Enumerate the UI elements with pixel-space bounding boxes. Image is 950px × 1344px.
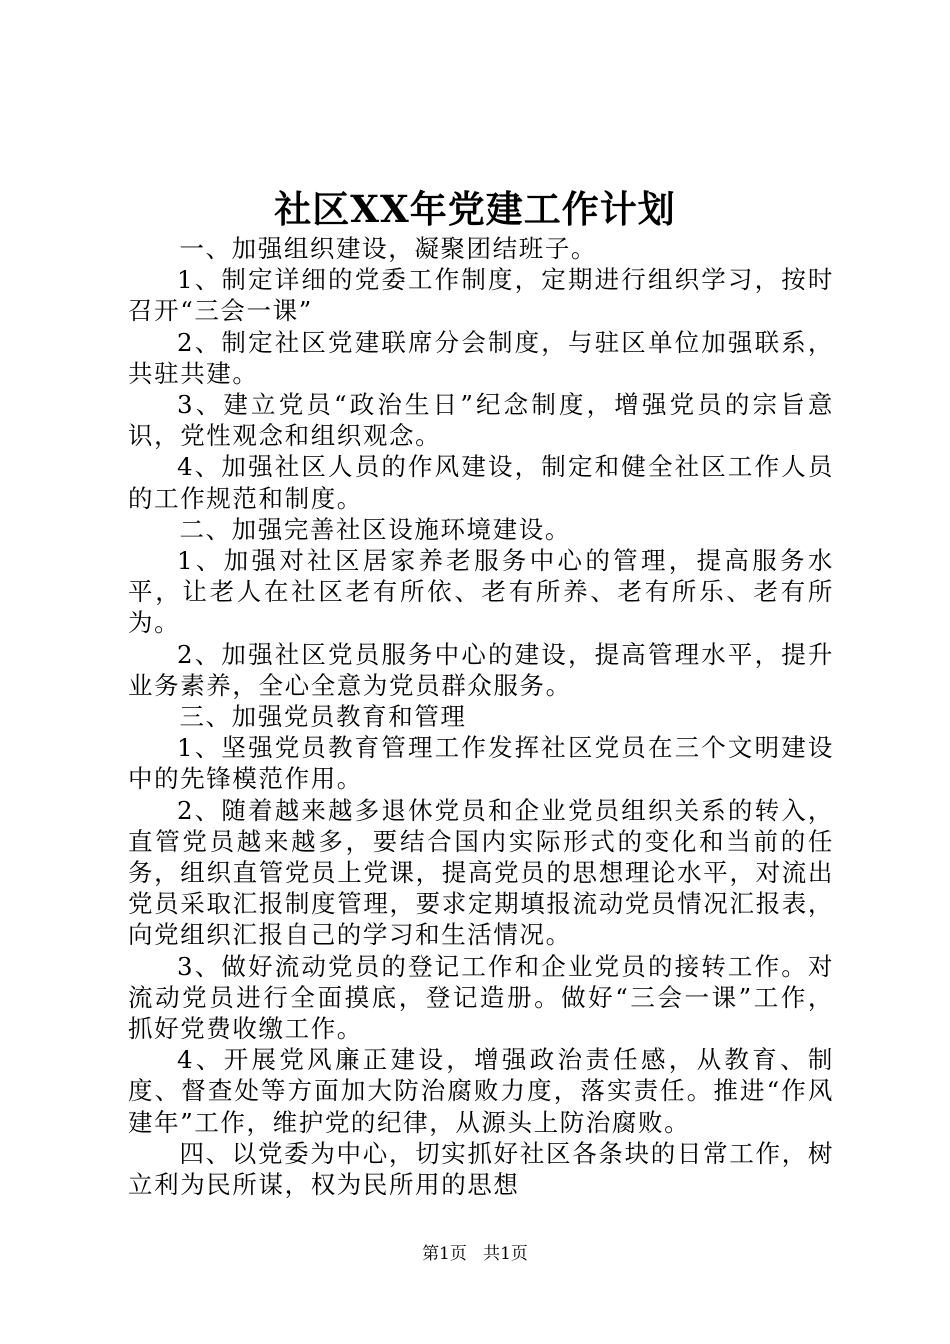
paragraph: 3、做好流动党员的登记工作和企业党员的接转工作。对流动党员进行全面摸底，登记造册。做好“三会一课”工作，抓好党费收缴工作。 — [128, 951, 834, 1044]
page-number: 第1页 — [422, 1244, 467, 1264]
paragraph: 2、制定社区党建联席分会制度，与驻区单位加强联系，共驻共建。 — [128, 327, 834, 388]
section-heading-1: 一、加强组织建设，凝聚团结班子。 — [179, 234, 598, 263]
section-heading-3: 三、加强党员教育和管理 — [179, 702, 467, 732]
paragraph: 3、建立党员“政治生日”纪念制度，增强党员的宗旨意识，党性观念和组织观念。 — [128, 390, 834, 451]
section-heading-2: 二、加强完善社区设施环境建设。 — [179, 514, 571, 544]
paragraph: 2、随着越来越多退休党员和企业党员组织关系的转入，直管党员越来越多，要结合国内实际形式的变化和当前的任务，组织直管党员上党课，提高党员的思想理论水平，对流出党员采取汇报制度管理，要求定期填报流动党员情况汇报表，向党组织汇报自己的学习和生活情况。 — [128, 795, 834, 950]
paragraph: 4、加强社区人员的作风建设，制定和健全社区工作人员的工作规范和制度。 — [128, 452, 834, 513]
document-body — [128, 233, 834, 1200]
section-heading-4: 四、以党委为中心，切实抓好社区各条块的日常工作，树立利为民所谋，权为民所用的思想 — [128, 1138, 834, 1200]
paragraph: 1、加强对社区居家养老服务中心的管理，提高服务水平，让老人在社区老有所依、老有所养、老有所乐、老有所为。 — [128, 546, 834, 638]
paragraph: 4、开展党风廉正建设，增强政治责任感，从教育、制度、督查处等方面加大防治腐败力度，落实责任。推进“作风建年”工作，维护党的纪律，从源头上防治腐败。 — [128, 1045, 834, 1137]
paragraph: 1、坚强党员教育管理工作发挥社区党员在三个文明建设中的先锋模范作用。 — [128, 733, 834, 794]
document-title: 社区XX年党建工作计划 — [274, 187, 676, 231]
paragraph: 1、制定详细的党委工作制度，定期进行组织学习，按时召开“三会一课” — [128, 265, 834, 326]
page-total: 共1页 — [483, 1244, 528, 1264]
paragraph: 2、加强社区党员服务中心的建设，提高管理水平，提升业务素养，全心全意为党员群众服务。 — [128, 639, 834, 700]
page-footer — [0, 1242, 950, 1266]
